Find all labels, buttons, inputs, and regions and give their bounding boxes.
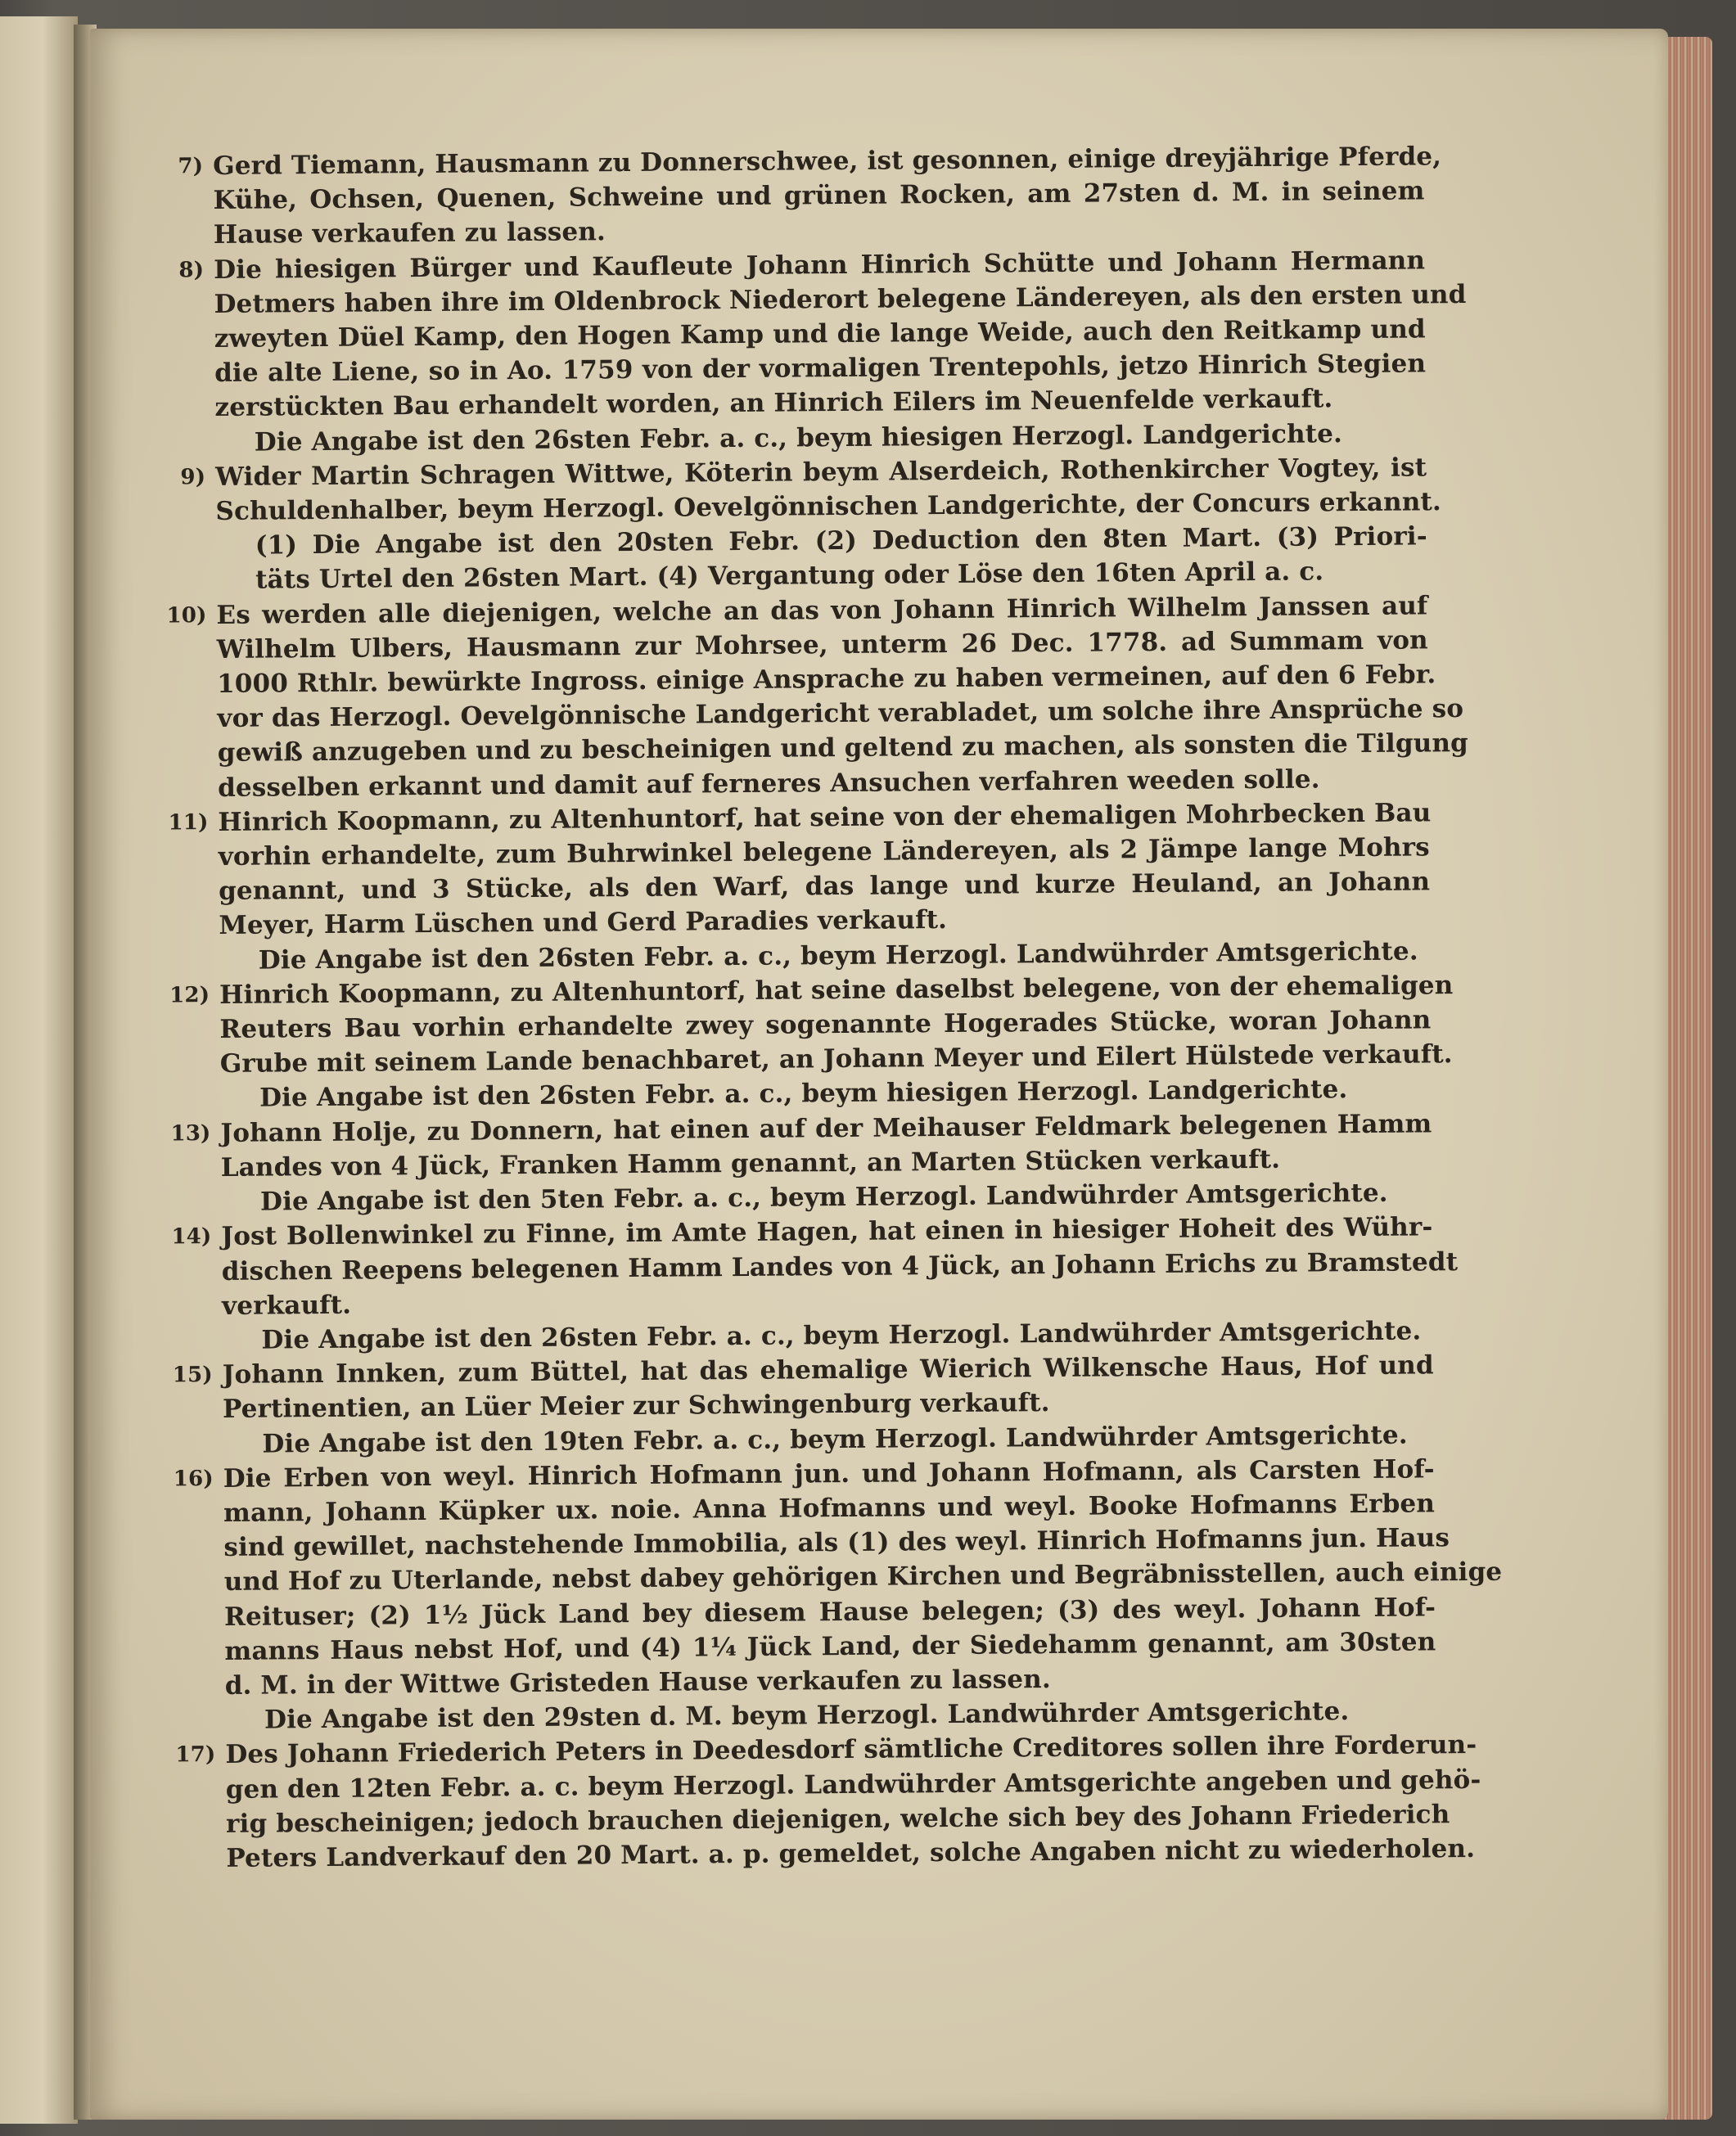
notice-entry	[171, 1210, 1459, 1358]
entry-number: 16)	[173, 1466, 214, 1492]
entry-line: mann, Johann Küpker ux. noie. Anna Hofmanns und weyl. Booke Hofmanns Erben	[223, 1489, 1436, 1528]
entry-line: Gerd Tiemann, Hausmann zu Donnerschwee, ist gesonnen, einige dreyjährige Pferde,	[213, 142, 1442, 181]
entry-line: die alte Liene, so in Ao. 1759 von der vormaligen Trentepohls, jetzo Hinrich Stegien	[214, 349, 1427, 389]
entry-number: 9)	[180, 464, 206, 490]
entry-note: Die Angabe ist den 19ten Febr. a. c., beym Herzogl. Landwührder Amtsgerichte.	[262, 1420, 1408, 1459]
entry-line: Des Johann Friederich Peters in Deedesdorf sämtliche Creditores sollen ihre Forderun-	[225, 1730, 1477, 1770]
notice-entry	[178, 139, 1442, 252]
entry-line: Grube mit seinem Lande benachbaret, an Johann Meyer und Eilert Hülstede verkauft.	[219, 1039, 1453, 1079]
entry-note: Die Angabe ist den 26sten Febr. a. c., beym Herzogl. Landwührder Amtsgerichte.	[258, 936, 1418, 976]
entry-line: vorhin erhandelte, zum Buhrwinkel belegene Ländereyen, als 2 Jämpe lange Mohrs	[218, 832, 1430, 872]
entry-note: Die Angabe ist den 29sten d. M. beym Herzogl. Landwührder Amtsgerichte.	[264, 1697, 1350, 1735]
entry-line: Schuldenhalber, beym Herzogl. Oevelgönnischen Landgerichte, der Concurs erkannt.	[215, 487, 1441, 527]
page-stack-edges	[1662, 37, 1712, 2120]
entry-line: sind gewillet, nachstehende Immobilia, als (1) des weyl. Hinrich Hofmanns jun. Haus	[223, 1523, 1450, 1563]
notice-entry	[175, 1728, 1481, 1876]
entry-line: Jost Bollenwinkel zu Finne, im Amte Hagen, hat einen in hiesiger Hoheit des Wühr-	[221, 1212, 1433, 1252]
entry-note: (1) Die Angabe ist den 20sten Febr. (2) Deduction den 8ten Mart. (3) Priori-	[255, 521, 1427, 561]
entry-line: zweyten Düel Kamp, den Hogen Kamp und die lange Weide, auch den Reitkamp und	[214, 314, 1426, 354]
entry-line: Detmers haben ihre im Oldenbrock Niederort belegene Ländereyen, als den ersten und	[214, 279, 1467, 319]
entry-note: täts Urtel den 26sten Mart. (4) Vergantung oder Löse den 16ten April a. c.	[255, 557, 1324, 596]
entry-line: Pertinentien, an Lüer Meier zur Schwingenburg verkauft.	[222, 1388, 1050, 1425]
entry-number: 12)	[169, 982, 210, 1008]
entry-line: Meyer, Harm Lüschen und Gerd Paradies verkauft.	[219, 905, 948, 941]
entry-line: gewiß anzugeben und zu bescheinigen und geltend zu machen, als sonsten die Tilgung	[217, 728, 1469, 768]
entry-line: Die Erben von weyl. Hinrich Hofmann jun. und Johann Hofmann, als Carsten Hof-	[223, 1454, 1435, 1494]
entry-number: 14)	[171, 1224, 212, 1250]
entry-line: desselben erkannt und damit auf ferneres Ansuchen verfahren weeden solle.	[217, 764, 1320, 803]
notice-entry	[170, 1106, 1432, 1219]
notice-entry	[180, 450, 1441, 597]
entry-number: 10)	[166, 602, 207, 629]
entry-line: Hause verkaufen zu lassen.	[213, 217, 606, 250]
entry-line: Wider Martin Schragen Wittwe, Köterin beym Alserdeich, Rothenkircher Vogtey, ist	[215, 453, 1427, 492]
entry-line: genannt, und 3 Stücke, als den Warf, das lange und kurze Heuland, an Johann	[218, 867, 1431, 907]
notice-entry	[168, 795, 1432, 978]
entry-line: manns Haus nebst Hof, und (4) 1¼ Jück Land, der Siedehamm genannt, am 30sten	[224, 1627, 1436, 1666]
entry-line: verkauft.	[221, 1290, 352, 1321]
entry-line: vor das Herzogl. Oevelgönnische Landgericht verabladet, um solche ihre Ansprüche so	[217, 694, 1464, 734]
entry-line: d. M. in der Wittwe Gristeden Hause verkaufen zu lassen.	[224, 1664, 1051, 1701]
entry-line: Kühe, Ochsen, Quenen, Schweine und grünen Rocken, am 27sten d. M. in seinem	[213, 176, 1425, 216]
entry-line: Die hiesigen Bürger und Kaufleute Johann Hinrich Schütte und Johann Hermann	[214, 245, 1426, 285]
entry-number: 15)	[172, 1363, 213, 1388]
entry-line: und Hof zu Uterlande, nebst dabey gehörigen Kirchen und Begräbnisstellen, auch einige	[223, 1557, 1503, 1597]
entry-line: Johann Innken, zum Büttel, hat das ehemalige Wierich Wilkensche Haus, Hof und	[222, 1350, 1434, 1390]
entry-number: 8)	[178, 257, 205, 282]
entry-line: Hinrich Koopmann, zu Altenhuntorf, hat seine von der ehemaligen Mohrbecken Bau	[218, 798, 1432, 837]
entry-note: Die Angabe ist den 26sten Febr. a. c., beym hiesigen Herzogl. Landgerichte.	[259, 1075, 1348, 1114]
entry-line: zerstückten Bau erhandelt worden, an Hinrich Eilers im Neuenfelde verkauft.	[214, 384, 1333, 423]
notice-entry	[166, 588, 1469, 805]
entry-line: Landes von 4 Jück, Franken Hamm genannt, an Marten Stücken verkauft.	[220, 1144, 1281, 1183]
notice-entry	[172, 1348, 1435, 1461]
notice-entry	[169, 968, 1454, 1115]
entry-line: Johann Holje, zu Donnern, hat einen auf der Meihauser Feldmark belegenen Hamm	[220, 1109, 1432, 1148]
entry-number: 7)	[178, 154, 204, 179]
entry-number: 17)	[175, 1742, 216, 1768]
entry-line: gen den 12ten Febr. a. c. beym Herzogl. Landwührder Amtsgerichte angeben und gehö-	[225, 1764, 1481, 1805]
notice-entry	[173, 1452, 1503, 1737]
page-text	[166, 139, 1503, 1876]
entry-note: Die Angabe ist den 5ten Febr. a. c., beym Herzogl. Landwührder Amtsgerichte.	[259, 1178, 1388, 1217]
entry-line: 1000 Rthlr. bewürkte Ingross. einige Ansprache zu haben vermeinen, auf den 6 Febr.	[216, 660, 1436, 700]
entry-line: dischen Reepens belegenen Hamm Landes von 4 Jück, an Johann Erichs zu Bramstedt	[221, 1246, 1459, 1287]
entry-line: Peters Landverkauf den 20 Mart. a. p. gemeldet, solche Angaben nicht zu wiederholen.	[226, 1833, 1476, 1873]
entry-number: 11)	[168, 809, 209, 836]
entry-line: Es werden alle diejenigen, welche an das von Johann Hinrich Wilhelm Janssen auf	[216, 590, 1428, 630]
entry-line: Reuters Bau vorhin erhandelte zwey sogenannte Hogerades Stücke, woran Johann	[219, 1005, 1432, 1045]
entry-line: rig bescheinigen; jedoch brauchen diejenigen, welche sich bey des Johann Friederich	[225, 1799, 1450, 1839]
entry-note: Die Angabe ist den 26sten Febr. a. c., beym hiesigen Herzogl. Landgerichte.	[254, 418, 1343, 457]
entry-line: Wilhelm Ulbers, Hausmann zur Mohrsee, unterm 26 Dec. 1778. ad Summam von	[216, 625, 1428, 665]
facing-page-edge	[0, 16, 78, 2124]
entry-line: Hinrich Koopmann, zu Altenhuntorf, hat seine daselbst belegene, von der ehemaligen	[219, 971, 1454, 1010]
notice-entry	[178, 243, 1467, 460]
entry-line: Reituser; (2) 1½ Jück Land bey diesem Hause belegen; (3) des weyl. Johann Hof-	[223, 1592, 1436, 1632]
entry-number: 13)	[170, 1120, 211, 1147]
entry-note: Die Angabe ist den 26sten Febr. a. c., beym Herzogl. Landwührder Amtsgerichte.	[261, 1316, 1422, 1355]
